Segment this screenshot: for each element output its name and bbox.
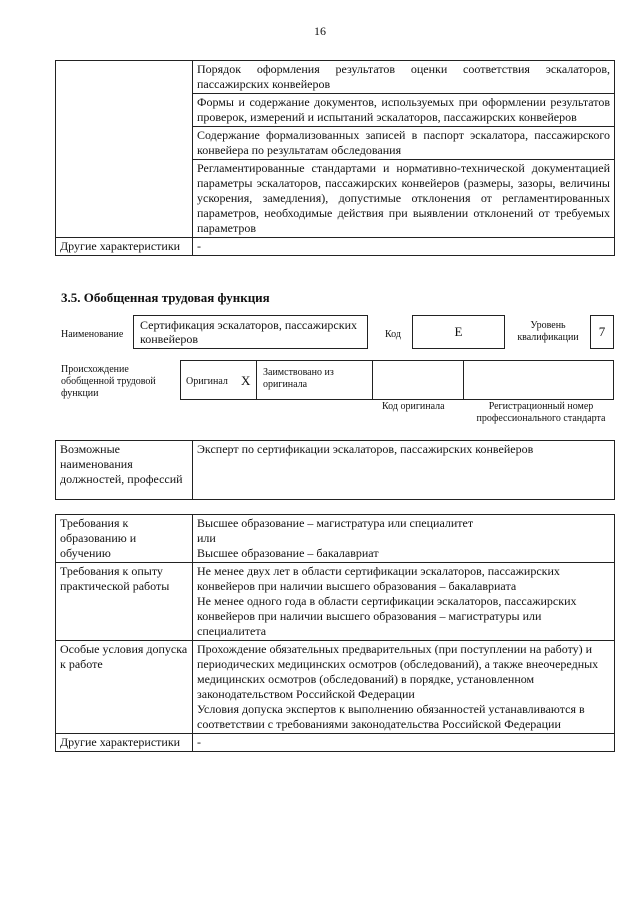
code-value: E [412, 315, 505, 349]
knowledge-item: Регламентированные стандартами и нормативно-технической документацией параметры эскалаторов, пассажирских конвейеров (размеры, зазоры, величины ускорения, замедления), допустимые отклонения от регламентированных параметров, необходимые действия при выявлении отклонений от требуемых параметров [193, 160, 615, 238]
level-value: 7 [590, 315, 614, 349]
requirements-table [55, 514, 615, 752]
education-line: Высшее образование – магистратура или специалитет [197, 516, 474, 530]
experience-line: Не менее одного года в области сертификации эскалаторов, пассажирских конвейеров при наличии высшего образования – магистратуры или специалитета [197, 594, 577, 638]
knowledge-label-cell [56, 61, 193, 238]
knowledge-table [55, 60, 615, 256]
code-original-label: Код оригинала [382, 401, 445, 412]
original-label: Оригинал [186, 376, 228, 387]
knowledge-item: Порядок оформления результатов оценки соответствия эскалаторов, пассажирских конвейеров [193, 61, 615, 94]
section-title: 3.5. Обобщенная трудовая функция [61, 290, 270, 305]
origin-label: Происхождение обобщенной трудовой функции [61, 364, 156, 399]
admission-line: Прохождение обязательных предварительных (при поступлении на работу) и периодических медицинских осмотров (обследований), а также внеочередных медицинских осмотров (обследований) в порядке, установленном законодательством Российской Федерации [197, 642, 599, 701]
original-mark: X [241, 373, 251, 388]
other-characteristics-value: - [193, 238, 615, 256]
experience-line: Не менее двух лет в области сертификации эскалаторов, пассажирских конвейеров при наличии высшего образования – бакалавриата [197, 564, 560, 593]
positions-label: Возможные наименования должностей, профессий [56, 441, 193, 500]
name-label: Наименование [61, 329, 124, 340]
reg-number-label: Регистрационный номер профессионального стандарта [476, 401, 606, 424]
borrowed-label: Заимствовано из оригинала [263, 367, 334, 390]
knowledge-item: Формы и содержание документов, используемых при оформлении результатов проверок, измерений и испытаний эскалаторов, пассажирских конвейеров [193, 94, 615, 127]
other-characteristics-label: Другие характеристики [56, 238, 193, 256]
experience-label: Требования к опыту практической работы [56, 563, 193, 641]
borrowed-cell [256, 360, 373, 400]
knowledge-item: Содержание формализованных записей в паспорт эскалатора, пассажирского конвейера по результатам обследования [193, 127, 615, 160]
experience-value [193, 563, 615, 641]
education-label: Требования к образованию и обучению [56, 515, 193, 563]
education-value [193, 515, 615, 563]
positions-table [55, 440, 615, 500]
admission-line: Условия допуска экспертов к выполнению обязанностей устанавливаются в соответствии с требованиями законодательства Российской Федерации [197, 702, 585, 731]
level-label: Уровень квалификации [517, 320, 579, 343]
other-value: - [193, 734, 615, 752]
admission-value [193, 641, 615, 734]
page-number: 16 [314, 24, 326, 38]
education-line: Высшее образование – бакалавриат [197, 546, 379, 560]
original-cell [180, 360, 257, 400]
education-line: или [197, 531, 216, 545]
positions-value: Эксперт по сертификации эскалаторов, пассажирских конвейеров [193, 441, 615, 500]
code-original-cell [372, 360, 464, 400]
code-label: Код [385, 329, 401, 340]
other-label: Другие характеристики [56, 734, 193, 752]
admission-label: Особые условия допуска к работе [56, 641, 193, 734]
name-value: Сертификация эскалаторов, пассажирских конвейеров [133, 315, 368, 349]
reg-number-cell [463, 360, 614, 400]
